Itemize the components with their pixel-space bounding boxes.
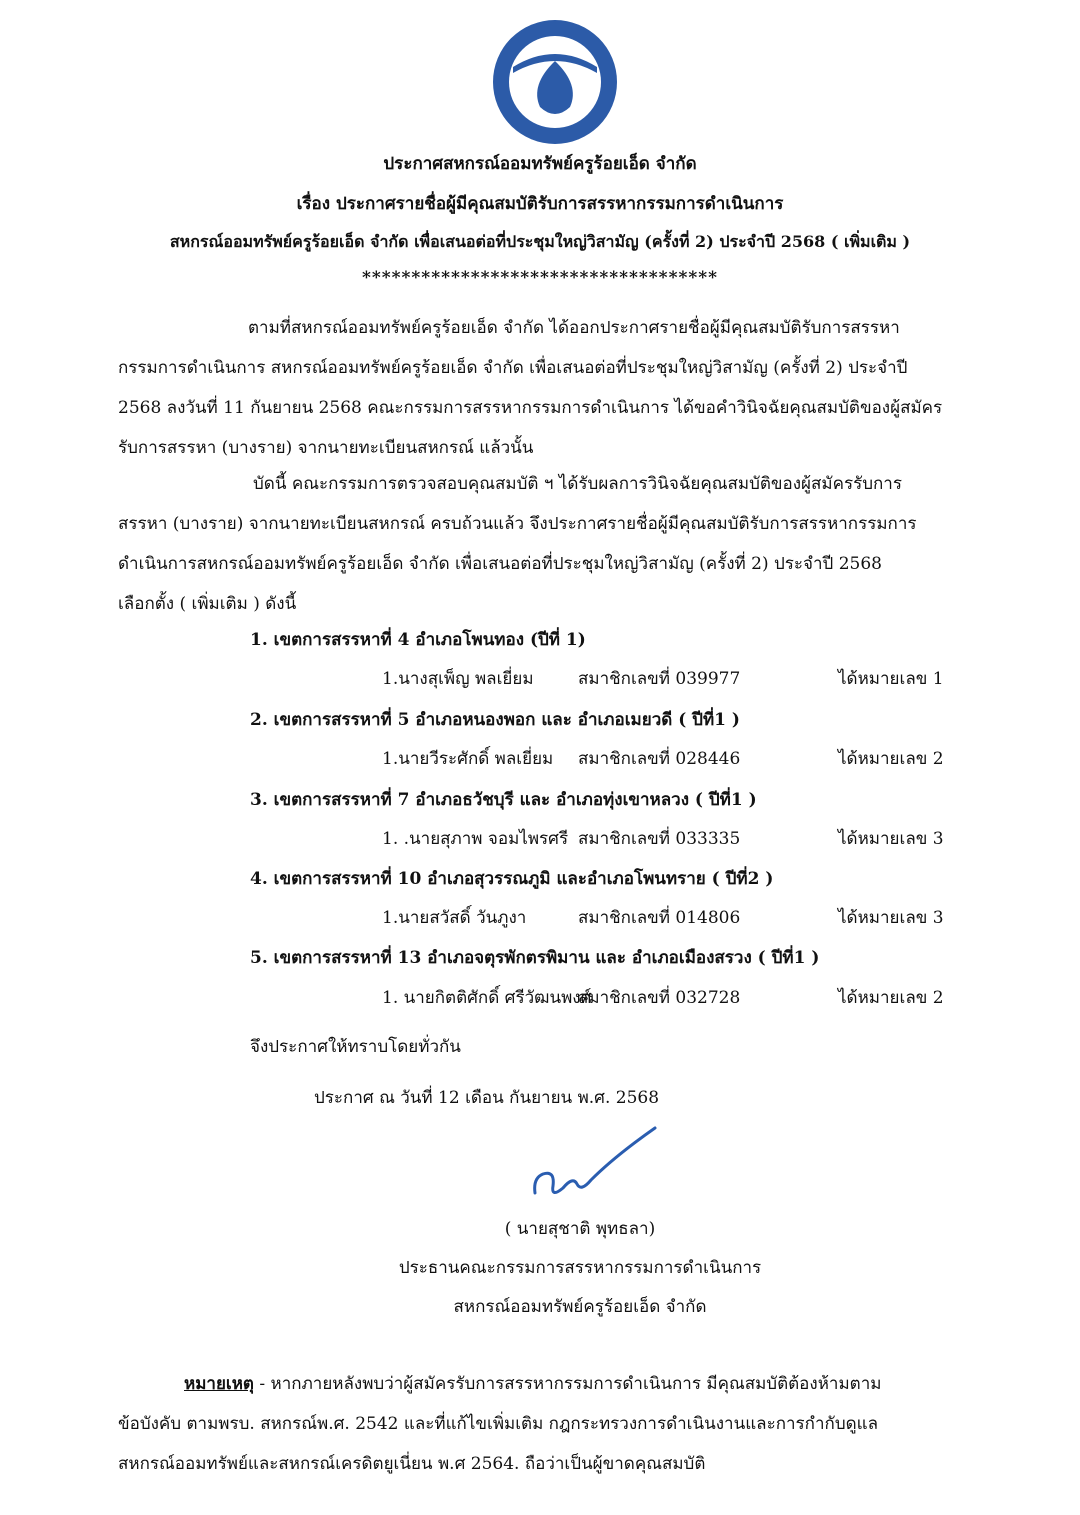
announcement-subject-cont: สหกรณ์ออมทรัพย์ครูร้อยเอ็ด จำกัด เพื่อเสนอต่อที่ประชุมใหญ่วิสามัญ (ครั้งที่ 2) ประจำปี 2568 ( เพิ่มเติม ) [169,232,911,251]
district-heading: 2. เขตการสรรหาที่ 5 อำเภอหนองพอก และ อำเภอเมยวดี ( ปีที่1 ) [250,710,740,730]
signatory-title: ประธานคณะกรรมการสรรหากรรมการดำเนินการ [398,1258,762,1278]
member-number: สมาชิกเลขที่ 032728 [578,988,741,1008]
announcement-title: ประกาศสหกรณ์ออมทรัพย์ครูร้อยเอ็ด จำกัด [383,154,697,174]
ballot-number: ได้หมายเลข 1 [838,669,944,689]
district-heading: 4. เขตการสรรหาที่ 10 อำเภอสุวรรณภูมิ และอำเภอโพนทราย ( ปีที่2 ) [250,869,774,889]
ballot-number: ได้หมายเลข 2 [838,988,944,1008]
closing-statement: จึงประกาศให้ทราบโดยทั่วกัน [250,1037,461,1057]
paragraph-1-line-3: 2568 ลงวันที่ 11 กันยายน 2568 คณะกรรมการสรรหากรรมการดำเนินการ ได้ขอคำวินิจฉัยคุณสมบัติของผู้สมัคร [118,398,943,418]
remark-label: หมายเหตุ [184,1374,254,1394]
paragraph-1-line-4: รับการสรรหา (บางราย) จากนายทะเบียนสหกรณ์ แล้วนั้น [118,438,534,458]
district-heading: 1. เขตการสรรหาที่ 4 อำเภอโพนทอง (ปีที่ 1) [250,630,586,650]
paragraph-2 [118,464,978,624]
candidate-name: 1.นายวีระศักดิ์ พลเยี่ยม [382,749,554,769]
ballot-number: ได้หมายเลข 2 [838,749,944,769]
paragraph-2-line-1: บัดนี้ คณะกรรมการตรวจสอบคุณสมบัติ ฯ ได้รับผลการวินิจฉัยคุณสมบัติของผู้สมัครรับการ [253,474,902,494]
remark-line-3: สหกรณ์ออมทรัพย์และสหกรณ์เครดิตยูเนี่ยน พ.ศ 2564. ถือว่าเป็นผู้ขาดคุณสมบัติ [118,1454,706,1474]
signatory-name: ( นายสุชาติ พุทธลา) [504,1219,656,1239]
member-number: สมาชิกเลขที่ 039977 [578,669,741,689]
paragraph-1-line-2: กรรมการดำเนินการ สหกรณ์ออมทรัพย์ครูร้อยเอ็ด จำกัด เพื่อเสนอต่อที่ประชุมใหญ่วิสามัญ (ครั้งที่ 2) ประจำปี [118,358,908,378]
member-number: สมาชิกเลขที่ 028446 [578,749,741,769]
member-number: สมาชิกเลขที่ 033335 [578,829,741,849]
remark-line-2: ข้อบังคับ ตามพรบ. สหกรณ์พ.ศ. 2542 และที่แก้ไขเพิ่มเติม กฎกระทรวงการดำเนินงานและการกำกับดูแล [118,1414,879,1434]
separator-stars: ************************************ [361,268,719,288]
signatory-organization: สหกรณ์ออมทรัพย์ครูร้อยเอ็ด จำกัด [453,1297,707,1317]
ballot-number: ได้หมายเลข 3 [838,829,944,849]
district-heading: 5. เขตการสรรหาที่ 13 อำเภอจตุรพักตรพิมาน และ อำเภอเมืองสรวง ( ปีที่1 ) [250,948,820,968]
paragraph-2-line-2: สรรหา (บางราย) จากนายทะเบียนสหกรณ์ ครบถ้วนแล้ว จึงประกาศรายชื่อผู้มีคุณสมบัติรับการสรรหากรรมการ [118,514,917,534]
ballot-number: ได้หมายเลข 3 [838,908,944,928]
candidate-name: 1.นางสุเพ็ญ พลเยี่ยม [382,669,534,689]
member-number: สมาชิกเลขที่ 014806 [578,908,741,928]
candidate-name: 1.นายสวัสดิ์ วันภูงา [382,908,527,928]
paragraph-2-line-3: ดำเนินการสหกรณ์ออมทรัพย์ครูร้อยเอ็ด จำกัด เพื่อเสนอต่อที่ประชุมใหญ่วิสามัญ (ครั้งที่ 2) ประจำปี 2568 [118,554,882,574]
paragraph-1 [118,308,978,468]
announcement-date: ประกาศ ณ วันที่ 12 เดือน กันยายน พ.ศ. 2568 [314,1088,660,1108]
candidate-name: 1. .นายสุภาพ จอมไพรศรี [382,829,569,849]
paragraph-2-line-4: เลือกตั้ง ( เพิ่มเติม ) ดังนี้ [118,594,297,614]
cooperative-logo [470,15,640,150]
handwritten-signature [525,1118,665,1208]
paragraph-1-line-1: ตามที่สหกรณ์ออมทรัพย์ครูร้อยเอ็ด จำกัด ได้ออกประกาศรายชื่อผู้มีคุณสมบัติรับการสรรหา [248,318,900,338]
remark [118,1364,978,1484]
announcement-subject: เรื่อง ประกาศรายชื่อผู้มีคุณสมบัติรับการสรรหากรรมการดำเนินการ [296,194,784,214]
remark-line-1: - หากภายหลังพบว่าผู้สมัครรับการสรรหากรรมการดำเนินการ มีคุณสมบัติต้องห้ามตาม [253,1374,882,1394]
candidate-name: 1. นายกิตติศักดิ์ ศรีวัฒนพงศ์ [382,988,592,1008]
district-heading: 3. เขตการสรรหาที่ 7 อำเภอธวัชบุรี และ อำเภอทุ่งเขาหลวง ( ปีที่1 ) [250,790,757,810]
